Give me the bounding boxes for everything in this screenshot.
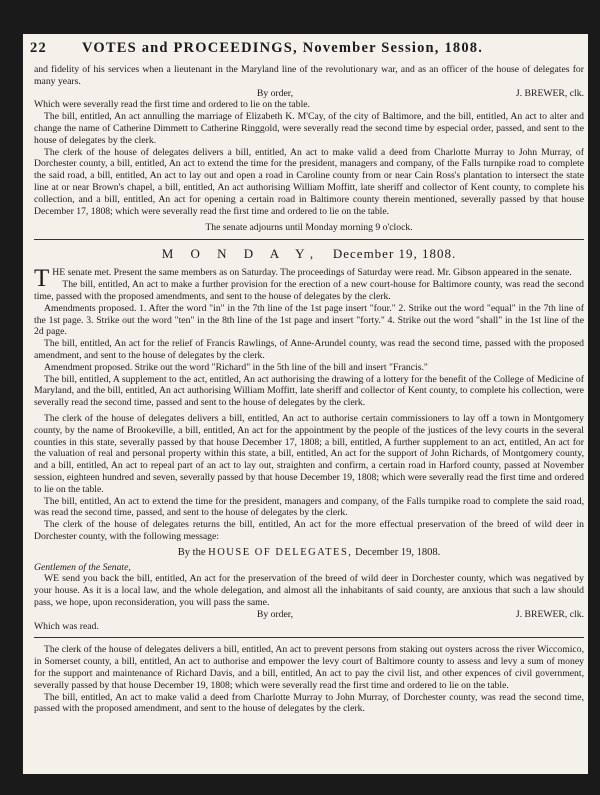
paragraph: The bill, entitled, A supplement to the act, entitled, An act authorising the drawing of a lottery for the benefit of the College of Medicine of Maryland, and the bill, entitled, An act authorising William Moffitt, late sheriff and collector of Kent county, to complete his collection, were severally read the second time, passed and sent to the house of delegates by the clerk. (34, 373, 584, 409)
document-page (22, 34, 588, 774)
running-title: VOTES and PROCEEDINGS, November Session, 1808. (82, 40, 484, 56)
page-number: 22 (30, 40, 47, 56)
adjournment-notice: The senate adjourns until Monday morning 9 o'clock. (205, 222, 413, 234)
message-date: December 19, 1808. (355, 546, 441, 558)
paragraph: The bill, entitled, An act for the relief of Francis Rawlings, of Anne-Arundel county, was read the second time, passed with the proposed amendment, and sent to the house of delegates by the clerk. (34, 338, 584, 361)
message-salutation: Gentlemen of the Senate, (34, 561, 131, 573)
signature-clerk: J. BREWER, clk. (515, 608, 584, 620)
message-by: By the (177, 546, 206, 558)
paragraph: The clerk of the house of delegates delivers a bill, entitled, An act to authorise certain commissioners to lay off a town in Montgomery county, by the name of Brookeville, a bill, entitled, An act for the appointment by the people of the justices of the levy courts in the several counties in this state, severally passed by that house December 17, 1808; a bill, entitled, A further supplement to an act, entitled, An act for the valuation of real and personal property within this state, a bill, entitled, An act for the support of John Richards, of Montgomery county, and a bill, entitled, An act to repeal part of an act to lay out, straighten and confirm, a certain road in Harford county, passed at November session, eighteen hundred and seven, severally passed by that house December 19, 1808; which were severally read the first time and ordered to lie on the table. (34, 412, 584, 495)
signature-by-order: By order, (256, 608, 294, 620)
paragraph: The bill, entitled, An act to extend the time for the president, managers and company, of the Falls turnpike road to complete the said road, was read the second time, passed, and sent to the house of delegates by the clerk. (34, 495, 584, 519)
signature-line (34, 88, 584, 100)
signature-by-order: By order, (256, 87, 294, 99)
day-heading (34, 246, 584, 262)
paragraph: Amendment proposed. Strike out the word "Richard" in the 5th line of the bill and insert "Francis." (44, 361, 428, 373)
message-house: HOUSE OF DELEGATES, (208, 546, 353, 558)
paragraph: Amendments proposed. 1. After the word "in" in the 7th line of the 1st page insert "four." 2. Strike out the word "equal" in the 7th line of the 1st page. 3. Strike out the word "ten" in the 8th line of the 1st page and insert "forty." 4. Strike out the word "shall" in the 1st line of the 2d page. (34, 302, 584, 338)
day-weekday: M O N D A Y, (161, 246, 321, 262)
paragraph: The bill, entitled, An act annulling the marriage of Elizabeth K. M'Cay, of the city of Baltimore, and the bill, entitled, An act to alter and change the name of Catherine Dimmett to Catherine Ringgold, were severally read the second time by especial order, passed, and sent to the house of delegates by the clerk. (34, 111, 584, 146)
drop-cap: T (34, 265, 50, 293)
day-date: December 19, 1808. (332, 246, 457, 262)
paragraph: The clerk of the house of delegates returns the bill, entitled, An act for the more effectual preservation of the breed of wild deer in Dorchester county, with the following message: (34, 519, 584, 542)
message-body: WE send you back the bill, entitled, An act for the preservation of the breed of wild deer in Dorchester county, which was negatived by your house. As it is a local law, and the whole delegation, and almost all the inhabitants of said county, are anxious that such a law should pass, we hope, upon reconsideration, you will pass the same. (34, 573, 584, 609)
paragraph: and fidelity of his services when a lieutenant in the Maryland line of the revolutionary war, and as an officer of the house of delegates for many years. (34, 64, 584, 87)
paragraph: Which was read. (34, 620, 99, 632)
signature-clerk: J. BREWER, clk. (515, 87, 584, 99)
page-edge-line (22, 34, 23, 774)
paragraph: The bill, entitled, An act to make a further provision for the erection of a new court-house for Baltimore county, was read the second time, passed with the proposed amendments, and sent to the house of delegates by the clerk. (34, 279, 584, 302)
message-heading (34, 546, 584, 560)
page-body (34, 64, 584, 715)
section-divider (34, 239, 584, 240)
paragraph: Which were severally read the first time and ordered to lie on the table. (34, 99, 310, 111)
paragraph: The clerk of the house of delegates delivers a bill, entitled, An act to prevent persons from staking out oysters across the river Wiccomico, in Somerset county, a bill, entitled, An act to authorise and empower the levy court of Baltimore county to assess and levy a sum of money for the support and maintenance of Richard Davis, and a bill, entitled, An act to pay the civil list, and other expences of civil government, severally passed by that house December 19, 1808; which were severally read the first time and ordered to lie on the table. (34, 644, 584, 691)
paragraph: The bill, entitled, An act to make valid a deed from Charlotte Murray to John Murray, of Dorchester county, was read the second time, passed with the proposed amendment, and sent to the house of delegates by the clerk. (34, 691, 584, 715)
running-header (30, 40, 586, 60)
signature-line (34, 609, 584, 621)
paragraph: The clerk of the house of delegates delivers a bill, entitled, An act to make valid a deed from Charlotte Murray to John Murray, of Dorchester county, a bill, entitled, An act to extend the time for the president, managers and company, of the Falls turnpike road to complete the said road, a bill, entitled, An act to lay out and open a road in Caroline county from or near Cain Ross's plantation to intersect the state line at or near Brown's chapel, a bill, entitled, An act authorising William Moffitt, late sheriff and collector of Kent county, to complete his collection, and a bill, entitled, An act for opening a certain road in Baltimore county therein mentioned, severally passed by that house December 17, 1808; which were severally read the first time and ordered to lie on the table. (34, 146, 584, 217)
opening-text: HE senate met. Present the same members as on Saturday. The proceedings of Saturday were read. Mr. Gibson appeared in the senate. (52, 267, 572, 279)
section-divider (34, 637, 584, 638)
